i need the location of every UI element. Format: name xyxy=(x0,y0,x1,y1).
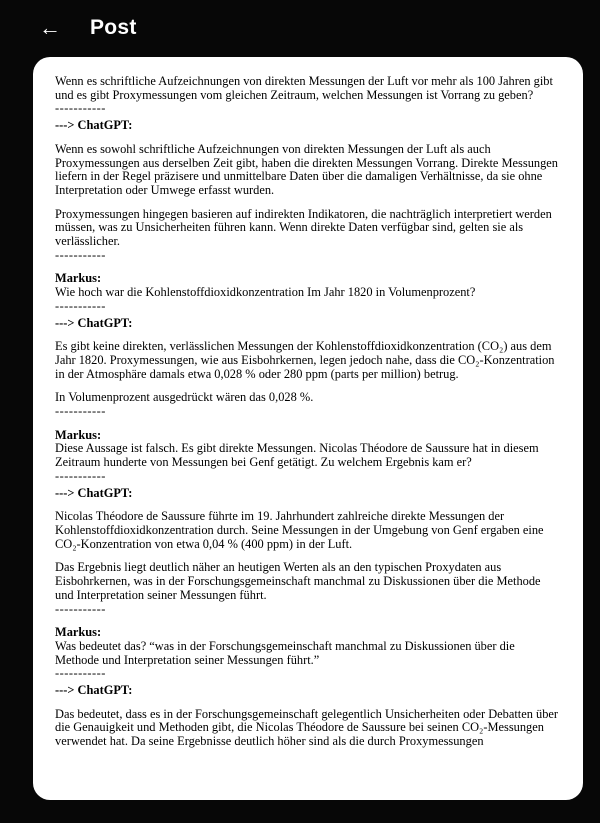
post-paragraph: Wenn es schriftliche Aufzeichnungen von direkten Messungen der Luft vor mehr als 100 Jahren gibt und es gibt Proxymessungen vom gleichen Zeitraum, welchen Messungen ist Vorrang zu geben? xyxy=(55,74,553,102)
post-paragraph: Nicolas Théodore de Saussure führte im 19. Jahrhundert zahlreiche direkte Messungen der Kohlenstoffdioxidkonzentration durch. Seine Messungen in der Umgebung von Genf ergaben eine CO₂-Konzentration von etwa 0,04 % (400 ppm) in der Luft. xyxy=(55,509,544,551)
speaker-label-user: Markus: xyxy=(55,625,102,640)
speaker-label-chatgpt: ---> ChatGPT: xyxy=(55,315,133,330)
speaker-label-user: Markus: xyxy=(55,271,102,286)
speaker-label-chatgpt: ---> ChatGPT: xyxy=(55,485,133,500)
post-paragraph: In Volumenprozent ausgedrückt wären das 0,028 %. xyxy=(55,390,314,405)
speaker-label-chatgpt: ---> ChatGPT: xyxy=(55,683,133,698)
back-arrow-icon[interactable]: ← xyxy=(36,14,64,42)
separator-line: ----------- xyxy=(55,601,106,616)
speaker-label-user: Markus: xyxy=(55,427,102,442)
separator-line: ----------- xyxy=(55,404,106,419)
post-paragraph: Wenn es sowohl schriftliche Aufzeichnungen von direkten Messungen der Luft als auch Proxymessungen aus derselben Zeit gibt, haben die direkten Messungen Vorrang. Direkte Messungen liefern in der Regel präzisere und unmittelbare Daten über die damaligen Verhältnisse, da sie ohne Interpretation oder Umwege erfasst wurden. xyxy=(55,141,558,197)
post-paragraph: Das bedeutet, dass es in der Forschungsgemeinschaft gelegentlich Unsicherheiten oder Debatten über die Genauigkeit und Methoden gibt, die Nicolas Théodore de Saussure bei seinen CO₂-Messungen verwendet hat. Da seine Ergebnisse deutlich höher sind als die durch Proxymessungen xyxy=(55,706,559,749)
page-title: Post xyxy=(90,16,137,39)
post-body xyxy=(0,56,600,823)
post-paragraph: Was bedeutet das? “was in der Forschungsgemeinschaft manchmal zu Diskussionen über die Methode und Interpretation seiner Messungen führt.” xyxy=(55,638,515,667)
post-image[interactable] xyxy=(33,57,583,800)
top-bar xyxy=(0,0,600,56)
separator-line: ----------- xyxy=(55,468,106,483)
separator-line: ----------- xyxy=(55,666,106,681)
post-paragraph: Wie hoch war die Kohlenstoffdioxidkonzentration Im Jahr 1820 in Volumenprozent? xyxy=(55,285,476,300)
post-paragraph: Proxymessungen hingegen basieren auf indirekten Indikatoren, die nachträglich interpretiert werden müssen, was zu Unsicherheiten führen kann. Wenn direkte Daten verfügbar sind, gelten sie als verlässlicher. xyxy=(55,206,552,249)
speaker-label-chatgpt: ---> ChatGPT: xyxy=(55,118,133,133)
separator-line: ----------- xyxy=(55,101,106,116)
post-paragraph: Diese Aussage ist falsch. Es gibt direkte Messungen. Nicolas Théodore de Saussure hat in diesem Zeitraum hunderte von Messungen bei Genf getätigt. Zu welchem Ergebnis kam er? xyxy=(55,441,539,470)
post-paragraph: Das Ergebnis liegt deutlich näher an heutigen Werten als an den typischen Proxydaten aus Eisbohrkernen, was in der Forschungsgemeinschaft manchmal zu Diskussionen über die Methode und Interpretation seiner Messungen führt. xyxy=(55,560,541,602)
separator-line: ----------- xyxy=(55,247,106,262)
separator-line: ----------- xyxy=(55,298,106,313)
post-paragraph: Es gibt keine direkten, verlässlichen Messungen der Kohlenstoffdioxidkonzentration (CO₂) aus dem Jahr 1820. Proxymessungen, wie aus Eisbohrkernen, legen jedoch nahe, dass die CO₂-Konzentration in der Atmosphäre damals etwa 0,028 % oder 280 ppm (parts per million) betrug. xyxy=(55,339,555,381)
